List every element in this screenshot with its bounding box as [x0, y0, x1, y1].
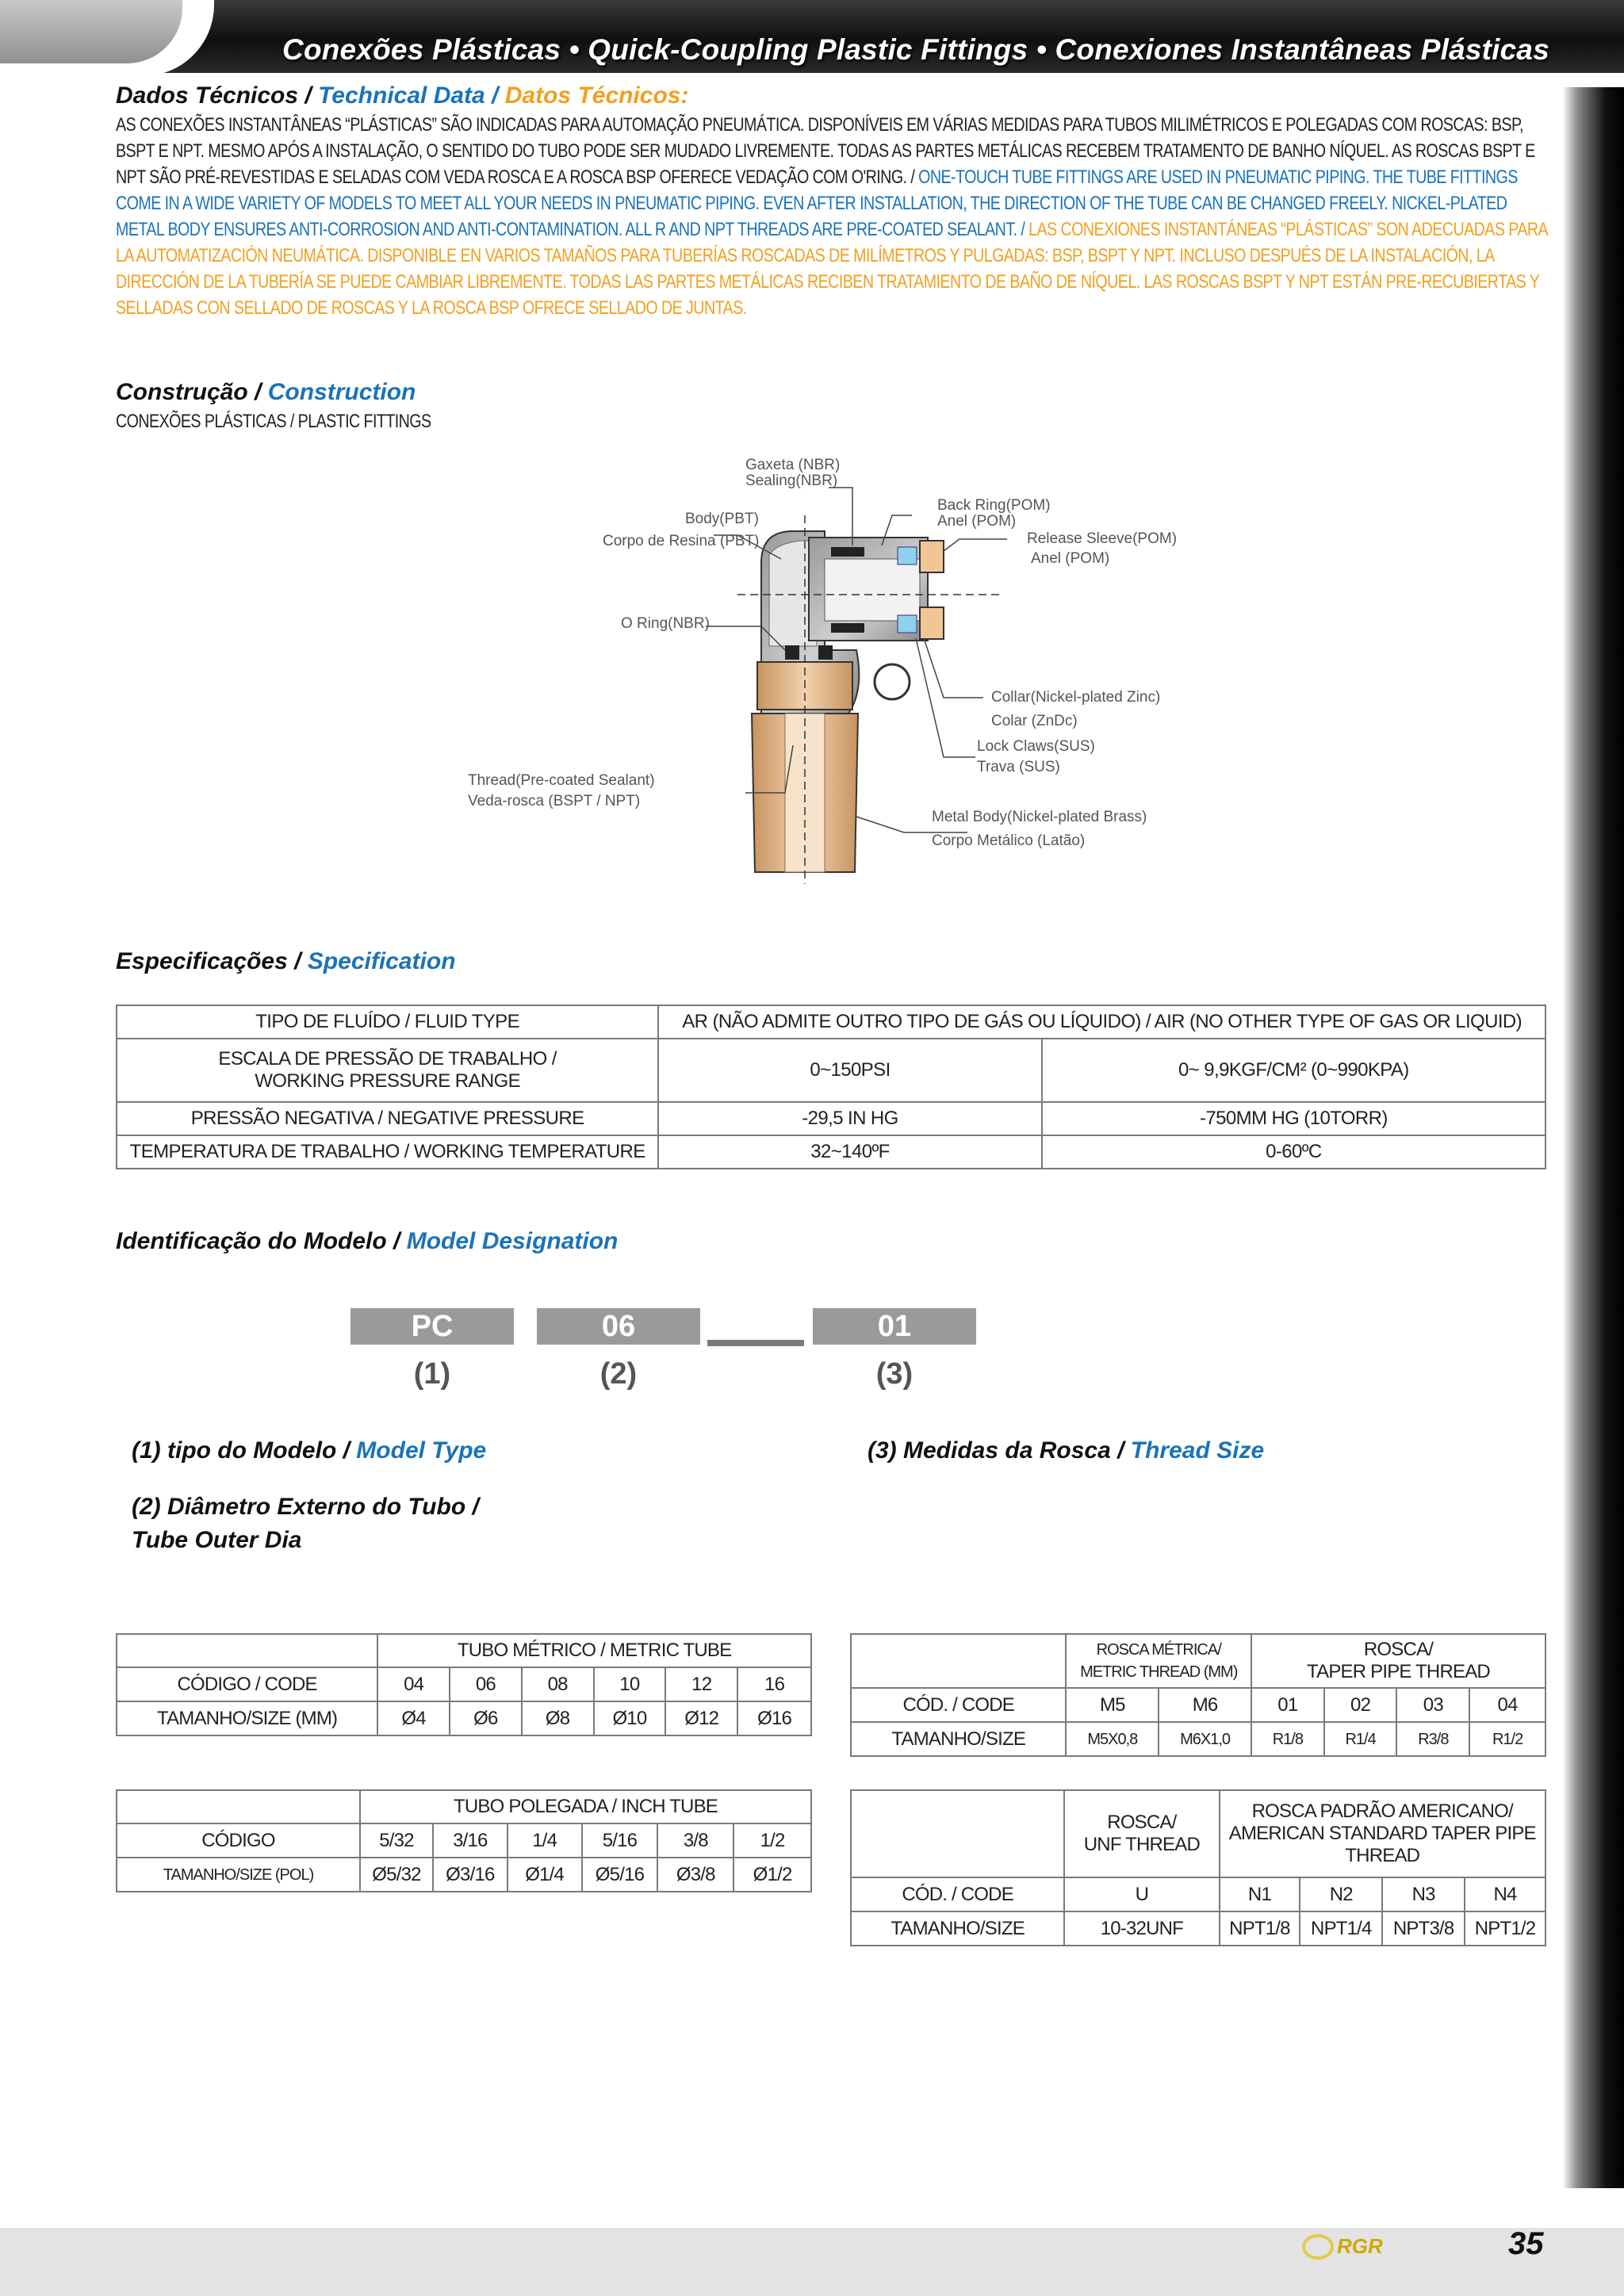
spec-row-temp: [117, 1135, 1545, 1169]
oring-shape: [818, 645, 833, 660]
specification-title-en: Specification: [307, 948, 456, 974]
unf-thread-header-2c: THREAD: [1345, 1845, 1420, 1866]
inch-tube-size-label: TAMANHO/SIZE (POL): [117, 1858, 360, 1892]
spec-label-pressure-1: ESCALA DE PRESSÃO DE TRABALHO /: [218, 1048, 557, 1070]
model-box-tube: 06: [537, 1308, 700, 1345]
inch-tube-code: 1/2: [733, 1823, 811, 1858]
spec-row-fluid: [117, 1005, 1545, 1039]
metric-tube-size: Ø10: [594, 1701, 666, 1735]
model-title-pt: Identificação do Modelo /: [116, 1228, 400, 1254]
unf-thread-code: U: [1064, 1877, 1219, 1911]
unf-thread-header-2: [1220, 1790, 1545, 1877]
rgr-logo: [1300, 2229, 1419, 2264]
inch-tube-code: 3/16: [433, 1823, 508, 1858]
inch-tube-size: Ø5/32: [360, 1858, 433, 1892]
unf-thread-size-row: [851, 1911, 1545, 1946]
unf-thread-header-1b: UNF THREAD: [1083, 1834, 1200, 1855]
metric-thread-size-label: TAMANHO/SIZE: [851, 1722, 1066, 1756]
metric-thread-size: M6X1,0: [1159, 1722, 1251, 1756]
inch-tube-code-label: CÓDIGO: [117, 1823, 360, 1858]
inch-tube-header: TUBO POLEGADA / INCH TUBE: [360, 1790, 811, 1823]
spec-label-pressure: [117, 1039, 658, 1102]
metric-tube-size-row: [117, 1701, 811, 1735]
construction-title: [116, 379, 416, 406]
specification-title-pt: Especificações /: [116, 948, 301, 974]
model-sub-type-en: Model Type: [356, 1437, 487, 1464]
back-ring-shape-2: [898, 615, 917, 633]
model-num-3: (3): [875, 1357, 914, 1391]
spec-row-pressure: [117, 1039, 1545, 1102]
inch-tube-size: Ø1/4: [508, 1858, 582, 1892]
label-claws: Lock Claws(SUS): [977, 738, 1095, 755]
metric-tube-table: [116, 1633, 812, 1736]
side-gradient-bar: [1562, 87, 1624, 2188]
metric-thread-code: 04: [1469, 1688, 1545, 1722]
metric-tube-size: Ø4: [377, 1701, 450, 1735]
spec-v1-temp: 32~140ºF: [658, 1135, 1041, 1169]
unf-thread-code: N4: [1465, 1877, 1545, 1911]
specification-title: [116, 948, 456, 975]
inch-tube-size: Ø5/16: [582, 1858, 658, 1892]
spec-v2-pressure: 0~ 9,9KGF/CM² (0~990KPA): [1042, 1039, 1545, 1102]
construction-diagram: [452, 452, 1213, 896]
spec-row-negative: [117, 1102, 1545, 1135]
page-number: 35: [1508, 2226, 1544, 2261]
gasket-shape: [831, 547, 864, 557]
metric-tube-size: Ø12: [665, 1701, 737, 1735]
metric-thread-table: [850, 1633, 1546, 1757]
unf-thread-header-row: [851, 1790, 1545, 1877]
model-sub-thread: [868, 1437, 1264, 1464]
metric-thread-empty: [851, 1634, 1066, 1688]
inch-tube-code-row: [117, 1823, 811, 1858]
unf-thread-header-1: [1064, 1790, 1219, 1877]
technical-title-es: Datos Técnicos:: [504, 82, 689, 109]
gasket-shape-2: [831, 623, 864, 633]
construction-title-en: Construction: [267, 379, 416, 405]
model-box-type: PC: [350, 1308, 514, 1345]
metric-tube-size: Ø6: [450, 1701, 522, 1735]
spec-v2-temp: 0-60ºC: [1042, 1135, 1545, 1169]
unf-thread-code-label: CÓD. / CODE: [851, 1877, 1064, 1911]
model-sub-tube-2: Tube Outer Dia: [132, 1527, 302, 1553]
header-corner-shade: [0, 0, 182, 63]
unf-thread-table: [850, 1789, 1546, 1946]
technical-text-pt: AS CONEXÕES INSTANTÂNEAS “PLÁSTICAS” SÃO INDICADAS PARA AUTOMAÇÃO PNEUMÁTICA. DISPONÍVEIS EM VÁRIAS MEDIDAS PARA TUBOS MILIMÉTRICOS E POLEGADAS COM ROSCAS: BSP, BSPT E NPT. MESMO APÓS A INSTALAÇÃO, O SENTIDO DO TUBO PODE SER MUDADO LIVREMENTE. TODAS AS PARTES METÁLICAS RECEBEM TRATAMENTO DE BANHO NÍQUEL. AS ROSCAS BSPT E NPT SÃO PRÉ-REVESTIDAS E SELADAS COM VEDA ROSCA E A ROSCA BSP OFERECE VEDAÇÃO COM O'RING. /: [116, 114, 1535, 188]
model-sub-tube-1: (2) Diâmetro Externo do Tubo /: [132, 1494, 479, 1520]
metric-thread-size: R3/8: [1396, 1722, 1469, 1756]
model-num-1: (1): [413, 1357, 451, 1391]
logo-text: RGR: [1337, 2234, 1383, 2258]
spec-label-temp: TEMPERATURA DE TRABALHO / WORKING TEMPERATURE: [117, 1135, 658, 1169]
model-title-en: Model Designation: [406, 1228, 619, 1254]
model-sub-thread-pt: (3) Medidas da Rosca /: [868, 1437, 1124, 1464]
metric-thread-size: R1/4: [1324, 1722, 1397, 1756]
release-sleeve-shape: [920, 541, 944, 572]
model-sub-tube: [132, 1490, 479, 1557]
inch-tube-size: Ø3/8: [657, 1858, 733, 1892]
metric-tube-code: 08: [522, 1667, 594, 1701]
inch-tube-size-row: [117, 1858, 811, 1892]
inch-tube-code: 1/4: [508, 1823, 582, 1858]
construction-subtitle: CONEXÕES PLÁSTICAS / PLASTIC FITTINGS: [116, 411, 431, 432]
label-metal: Metal Body(Nickel-plated Brass): [932, 809, 1147, 825]
metric-thread-header-1b: METRIC THREAD (MM): [1080, 1663, 1238, 1681]
inch-tube-code: 5/32: [360, 1823, 433, 1858]
metric-tube-size: Ø16: [737, 1701, 811, 1735]
metric-thread-code: 02: [1324, 1688, 1397, 1722]
metric-tube-header-row: [117, 1634, 811, 1667]
unf-thread-empty: [851, 1790, 1064, 1877]
metric-tube-code: 10: [594, 1667, 666, 1701]
label-sealing: Sealing(NBR): [745, 473, 838, 489]
inner-bore: [825, 559, 920, 621]
metric-tube-code: 06: [450, 1667, 522, 1701]
model-sub-thread-en: Thread Size: [1130, 1437, 1265, 1464]
metric-thread-code-label: CÓD. / CODE: [851, 1688, 1066, 1722]
unf-thread-header-2a: ROSCA PADRÃO AMERICANO/: [1251, 1800, 1513, 1822]
unf-thread-header-1a: ROSCA/: [1107, 1812, 1177, 1833]
spec-table: [116, 1004, 1546, 1169]
header-title: Conexões Plásticas • Quick-Coupling Plastic Fittings • Conexiones Instantâneas Plásticas: [282, 33, 1549, 66]
metric-thread-header-2: [1251, 1634, 1545, 1688]
back-ring-shape: [898, 547, 917, 564]
unf-thread-code: N3: [1382, 1877, 1465, 1911]
label-collar: Collar(Nickel-plated Zinc): [991, 689, 1161, 706]
unf-thread-size-label: TAMANHO/SIZE: [851, 1911, 1064, 1946]
spec-v1-negative: -29,5 IN HG: [658, 1102, 1041, 1135]
metric-tube-header: TUBO MÉTRICO / METRIC TUBE: [377, 1634, 811, 1667]
label-oring: O Ring(NBR): [621, 615, 710, 632]
model-num-2: (2): [599, 1357, 638, 1391]
inch-tube-header-row: [117, 1790, 811, 1823]
spec-label-negative: PRESSÃO NEGATIVA / NEGATIVE PRESSURE: [117, 1102, 658, 1135]
metric-thread-size-row: [851, 1722, 1545, 1756]
inch-tube-empty: [117, 1790, 360, 1823]
label-body-pt: Corpo de Resina (PBT): [603, 533, 760, 549]
spec-label-pressure-2: WORKING PRESSURE RANGE: [255, 1070, 521, 1092]
metric-tube-size-label: TAMANHO/SIZE (MM): [117, 1701, 377, 1735]
metric-thread-size: R1/2: [1469, 1722, 1545, 1756]
label-collar-pt: Colar (ZnDc): [991, 713, 1078, 729]
unf-thread-size: NPT1/2: [1465, 1911, 1545, 1946]
metric-tube-code-row: [117, 1667, 811, 1701]
label-release: Release Sleeve(POM): [1027, 530, 1178, 547]
technical-text-en: ONE-TOUCH TUBE FITTINGS ARE USED IN PNEUMATIC PIPING. THE TUBE FITTINGS COME IN A WIDE VARIETY OF MODELS TO MEET ALL YOUR NEEDS IN PNEUMATIC PIPING. EVEN AFTER INSTALLATION, THE DIRECTION OF THE TUBE CAN BE CHANGED FREELY. NICKEL-PLATED METAL BODY ENSURES ANTI-CORROSION AND ANTI-CONTAMINATION. ALL R AND NPT THREADS ARE PRE-COATED SEALANT. /: [116, 166, 1518, 240]
technical-text: [116, 112, 1551, 321]
metric-thread-header-2a: ROSCA/: [1363, 1639, 1434, 1660]
model-sub-type-pt: (1) tipo do Modelo /: [132, 1437, 350, 1464]
metric-thread-header-row: [851, 1634, 1545, 1688]
technical-title-en: Technical Data /: [318, 82, 499, 109]
metric-thread-code: M5: [1066, 1688, 1159, 1722]
technical-text-es: LAS CONEXIONES INSTANTÁNEAS “PLÁSTICAS” SON ADECUADAS PARA LA AUTOMATIZACIÓN NEUMÁTICA. DISPONIBLE EN VARIOS TAMAÑOS PARA TUBERÍAS ROSCADAS DE MILÍMETROS Y PULGADAS: BSP, BSPT Y NPT. INCLUSO DESPUÉS DE LA INSTALACIÓN, LA DIRECCIÓN DE LA TUBERÍA SE PUEDE CAMBIAR LIBREMENTE. TODAS LAS PARTES METÁLICAS RECIBEN TRATAMIENTO DE BAÑO DE NÍQUEL. LAS ROSCAS BSPT Y NPT ESTÁN PRE-RECUBIERTAS Y SELLADAS CON SELLADO DE ROSCAS Y LA ROSCA BSP OFRECE SELLADO DE JUNTAS.: [116, 219, 1548, 319]
label-back-ring: Back Ring(POM): [937, 497, 1051, 514]
label-metal-pt: Corpo Metálico (Latão): [932, 832, 1086, 849]
label-gasket: Gaxeta (NBR): [745, 457, 841, 473]
metric-thread-code: 03: [1396, 1688, 1469, 1722]
unf-thread-size: NPT3/8: [1382, 1911, 1465, 1946]
inch-tube-table: [116, 1789, 812, 1892]
technical-title: [116, 82, 688, 109]
metric-tube-code: 12: [665, 1667, 737, 1701]
metric-thread-header-1: [1066, 1634, 1251, 1688]
unf-thread-header-2b: AMERICAN STANDARD TAPER PIPE: [1228, 1823, 1536, 1844]
metric-thread-code: M6: [1159, 1688, 1251, 1722]
unf-thread-size: NPT1/8: [1220, 1911, 1300, 1946]
label-claws-pt: Trava (SUS): [977, 759, 1060, 775]
technical-title-pt: Dados Técnicos /: [116, 82, 312, 109]
inch-tube-size: Ø1/2: [733, 1858, 811, 1892]
metric-thread-header-2b: TAPER PIPE THREAD: [1307, 1661, 1490, 1682]
spec-value-fluid: AR (NÃO ADMITE OUTRO TIPO DE GÁS OU LÍQUIDO) / AIR (NO OTHER TYPE OF GAS OR LIQUID): [658, 1005, 1545, 1039]
model-box-thread: 01: [813, 1308, 976, 1345]
model-sub-type: [132, 1437, 486, 1464]
spec-v1-pressure: 0~150PSI: [658, 1039, 1041, 1102]
page-header: [0, 0, 1624, 87]
metric-thread-header-1a: ROSCA MÉTRICA/: [1096, 1641, 1221, 1659]
metric-thread-size: R1/8: [1251, 1722, 1324, 1756]
label-back-ring-pt: Anel (POM): [937, 513, 1017, 530]
construction-title-pt: Construção /: [116, 379, 262, 405]
metric-tube-code: 04: [377, 1667, 450, 1701]
metric-tube-code: 16: [737, 1667, 811, 1701]
label-thread-pt: Veda-rosca (BSPT / NPT): [468, 793, 641, 809]
spec-v2-negative: -750MM HG (10TORR): [1042, 1102, 1545, 1135]
inch-tube-code: 3/8: [657, 1823, 733, 1858]
unf-thread-code: N2: [1300, 1877, 1382, 1911]
metric-tube-code-label: CÓDIGO / CODE: [117, 1667, 377, 1701]
metric-thread-code: 01: [1251, 1688, 1324, 1722]
metric-thread-code-row: [851, 1688, 1545, 1722]
unf-thread-size: NPT1/4: [1300, 1911, 1382, 1946]
spec-label-fluid: TIPO DE FLUÍDO / FLUID TYPE: [117, 1005, 658, 1039]
unf-thread-size: 10-32UNF: [1064, 1911, 1219, 1946]
release-sleeve-shape-2: [920, 607, 944, 639]
oring-shape-2: [785, 645, 799, 660]
metric-tube-size: Ø8: [522, 1701, 594, 1735]
unf-thread-code-row: [851, 1877, 1545, 1911]
unf-thread-code: N1: [1220, 1877, 1300, 1911]
inch-tube-size: Ø3/16: [433, 1858, 508, 1892]
metric-thread-size: M5X0,8: [1066, 1722, 1159, 1756]
model-separator: [707, 1340, 804, 1346]
model-title: [116, 1228, 618, 1255]
label-body: Body(PBT): [685, 511, 759, 527]
mount-hole: [875, 664, 910, 699]
metric-tube-empty: [117, 1634, 377, 1667]
label-release-pt: Anel (POM): [1031, 550, 1110, 567]
inch-tube-code: 5/16: [582, 1823, 658, 1858]
label-thread: Thread(Pre-coated Sealant): [468, 772, 655, 789]
